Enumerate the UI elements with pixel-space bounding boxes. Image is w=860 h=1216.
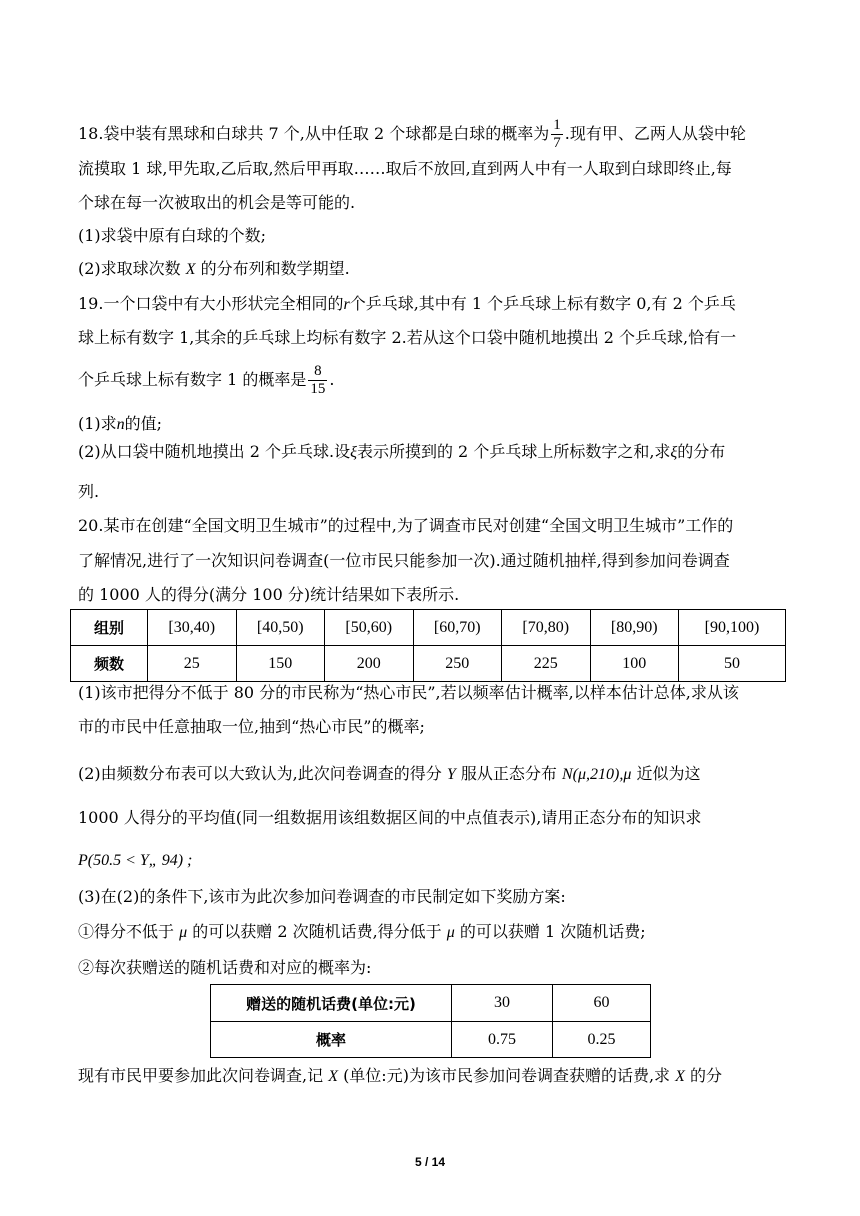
- q19-line-3: [78, 363, 783, 398]
- q20-part-2-text-end: 近似为这: [636, 764, 701, 783]
- table-row: [71, 610, 786, 646]
- table-header-cell: 概率: [211, 1022, 452, 1058]
- table-row: [211, 1022, 651, 1058]
- q19-part-1-text-cont: 的值;: [124, 414, 163, 433]
- table-header-cell: 频数: [71, 646, 148, 682]
- q19-part-2-text-cont: 表示所摸到的 2 个乒乓球上所标数字之和,求: [356, 442, 671, 461]
- table-cell: 100: [590, 646, 679, 682]
- var-y: Y: [446, 766, 456, 783]
- table-row: [71, 646, 786, 682]
- q19-fraction: [308, 363, 327, 398]
- table-header-cell: 赠送的随机话费(单位:元): [211, 985, 452, 1022]
- q19-part-2-text-end: 的分布: [677, 442, 726, 461]
- table-cell: 225: [502, 646, 591, 682]
- q20-part-2-text-cont: 服从正态分布: [460, 764, 557, 783]
- q18-text-cont: .现有甲、乙两人从袋中轮: [564, 124, 746, 143]
- q20-part-1-line-1: (1)该市把得分不低于 80 分的市民称为“热心市民”,若以频率估计概率,以样本估计总体,求从该: [78, 683, 739, 702]
- q20-condition-2: ②每次获赠送的随机话费和对应的概率为:: [78, 958, 372, 977]
- q18-fraction-numerator: 1: [553, 117, 561, 133]
- frequency-table: [70, 609, 786, 682]
- q19-line-1: [78, 294, 783, 315]
- q20-part-3: (3)在(2)的条件下,该市为此次参加问卷调查的市民制定如下奖励方案:: [78, 887, 566, 906]
- q19-part-2-cont: 列.: [78, 482, 100, 501]
- q19-line-3-text: 个乒乓球上标有数字 1 的概率是: [78, 370, 307, 389]
- table-cell: 25: [148, 646, 237, 682]
- q18-line-1: [78, 117, 783, 152]
- table-cell: [90,100): [679, 610, 786, 646]
- q19-line-3-end: .: [329, 370, 335, 389]
- table-cell: [40,50): [236, 610, 325, 646]
- page-number: 5 / 14: [414, 1155, 446, 1169]
- q19-part-1-text: (1)求: [78, 414, 117, 433]
- q19-fraction-numerator: 8: [314, 363, 322, 379]
- reward-table: [210, 984, 651, 1058]
- var-x: X: [328, 1068, 338, 1085]
- var-mu-2: μ: [446, 924, 455, 941]
- q20-line-2: 了解情况,进行了一次知识问卷调查(一位市民只能参加一次).通过随机抽样,得到参加问卷调查: [78, 551, 730, 570]
- table-cell: [50,60): [325, 610, 414, 646]
- q18-part-2-text-cont: 的分布列和数学期望.: [200, 259, 350, 278]
- q18-fraction-denominator: 7: [553, 135, 561, 151]
- probability-expression: P(50.5 < Y„ 94) ;: [78, 852, 193, 869]
- table-cell: 50: [679, 646, 786, 682]
- q18-part-2: [78, 259, 783, 280]
- q20-condition-1: [78, 922, 783, 943]
- q18-part-2-text: (2)求取球次数: [78, 259, 181, 278]
- q18-line-3: 个球在每一次被取出的机会是等可能的.: [78, 193, 356, 212]
- table-cell: [70,80): [502, 610, 591, 646]
- q20-part-2-line-1: [78, 764, 783, 785]
- table-cell: 150: [236, 646, 325, 682]
- table-cell: 0.75: [452, 1022, 553, 1058]
- var-mu: μ: [179, 924, 188, 941]
- q18-line-2: 流摸取 1 球,甲先取,乙后取,然后甲再取……取后不放回,直到两人中有一人取到白球即终止,每: [78, 159, 732, 178]
- table-row: [211, 985, 651, 1022]
- table-cell: [60,70): [413, 610, 502, 646]
- q20-line-1: 20.某市在创建“全国文明卫生城市”的过程中,为了调查市民对创建“全国文明卫生城市”工作的: [78, 516, 734, 535]
- q20-final-text-cont: (单位:元)为该市民参加问卷调查获赠的话费,求: [343, 1066, 671, 1085]
- var-xi-2: ξ: [670, 444, 678, 461]
- q19-part-1: [78, 414, 783, 435]
- q20-final-text-end: 的分: [690, 1066, 723, 1085]
- q20-condition-1-text: ①得分不低于: [78, 922, 175, 941]
- q19-text: 19.一个口袋中有大小形状完全相同的: [78, 294, 344, 313]
- var-x-2: X: [675, 1068, 685, 1085]
- table-header-cell: 组别: [71, 610, 148, 646]
- q20-part-2-line-3: [78, 850, 783, 871]
- q19-part-2-text: (2)从口袋中随机地摸出 2 个乒乓球.设: [78, 442, 351, 461]
- q18-part-1: (1)求袋中原有白球的个数;: [78, 226, 267, 245]
- q19-fraction-denominator: 15: [310, 381, 326, 397]
- q19-line-2: 球上标有数字 1,其余的乒乓球上均标有数字 2.若从这个口袋中随机地摸出 2 个乒乓球,恰有一: [78, 328, 737, 347]
- q20-part-2-line-2: 1000 人得分的平均值(同一组数据用该组数据区间的中点值表示),请用正态分布的知识求: [78, 808, 702, 827]
- table-cell: 200: [325, 646, 414, 682]
- q20-condition-1-text-cont: 的可以获赠 2 次随机话费,得分低于: [192, 922, 442, 941]
- q20-final-text: 现有市民甲要参加此次问卷调查,记: [78, 1066, 324, 1085]
- table-cell: 60: [553, 985, 651, 1022]
- var-x: X: [185, 261, 196, 278]
- var-n: n: [116, 416, 125, 433]
- q19-text-cont: 个乒乓球,其中有 1 个乒乓球上标有数字 0,有 2 个乒乓: [349, 294, 736, 313]
- q19-part-2: [78, 442, 783, 463]
- q20-line-3: 的 1000 人的得分(满分 100 分)统计结果如下表所示.: [78, 585, 460, 604]
- table-cell: 250: [413, 646, 502, 682]
- table-cell: 30: [452, 985, 553, 1022]
- q18-text: 18.袋中装有黑球和白球共 7 个,从中任取 2 个球都是白球的概率为: [78, 124, 550, 143]
- q20-final-line: [78, 1066, 783, 1087]
- q20-condition-1-text-end: 的可以获赠 1 次随机话费;: [459, 922, 646, 941]
- q18-fraction: [551, 117, 563, 152]
- normal-distribution: N(μ,210),μ: [561, 766, 632, 783]
- table-cell: [30,40): [148, 610, 237, 646]
- table-cell: [80,90): [590, 610, 679, 646]
- table-cell: 0.25: [553, 1022, 651, 1058]
- var-xi: ξ: [350, 444, 357, 461]
- var-r: r: [343, 296, 350, 313]
- q20-part-2-text: (2)由频数分布表可以大致认为,此次问卷调查的得分: [78, 764, 442, 783]
- q20-part-1-line-2: 市的市民中任意抽取一位,抽到“热心市民”的概率;: [78, 717, 425, 736]
